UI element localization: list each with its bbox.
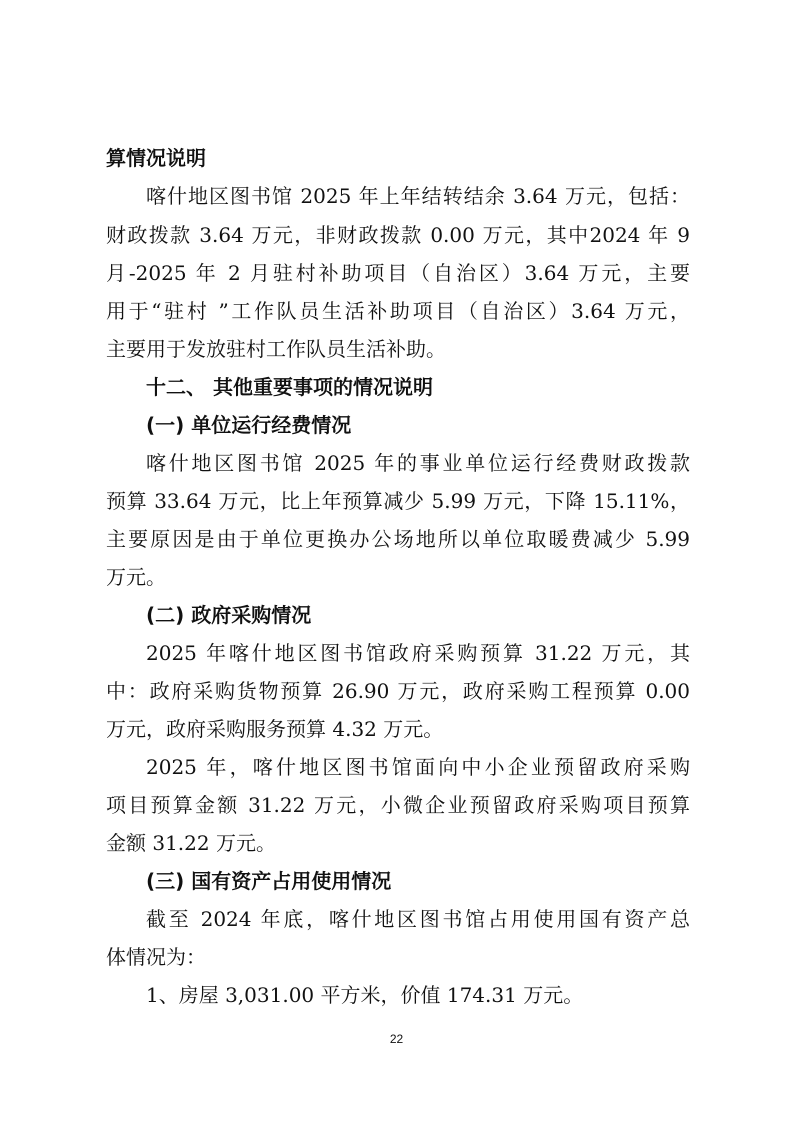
paragraph-line: 财政拨款 3.64 万元，非财政拨款 0.00 万元，其中2024 年 9 [106, 223, 690, 247]
paragraph-line: 喀什地区图书馆 2025 年上年结转结余 3.64 万元，包括： [146, 184, 690, 208]
paragraph-line: 万元，政府采购服务预算 4.32 万元。 [106, 717, 444, 741]
subsection-heading: (三) 国有资产占用使用情况 [146, 869, 392, 893]
paragraph-line: 主要原因是由于单位更换办公场地所以单位取暖费减少 5.99 [106, 527, 690, 551]
section-title-continuation: 算情况说明 [106, 146, 206, 170]
paragraph-line: 截至 2024 年底，喀什地区图书馆占用使用国有资产总 [146, 907, 690, 931]
paragraph-line: 主要用于发放驻村工作队员生活补助。 [106, 337, 446, 361]
paragraph-line: 中：政府采购货物预算 26.90 万元，政府采购工程预算 0.00 [106, 679, 690, 703]
subsection-heading: (一) 单位运行经费情况 [146, 413, 352, 437]
section-heading: 十二、 其他重要事项的情况说明 [146, 375, 433, 399]
paragraph-line: 体情况为： [106, 945, 206, 969]
paragraph-line: 月-2025 年 2 月驻村补助项目（自治区）3.64 万元，主要 [106, 261, 690, 285]
list-item: 1、房屋 3,031.00 平方米，价值 174.31 万元。 [146, 983, 584, 1007]
paragraph-line: 喀什地区图书馆 2025 年的事业单位运行经费财政拨款 [146, 451, 690, 475]
paragraph-line: 用于“驻村 ”工作队员生活补助项目（自治区）3.64 万元， [106, 299, 690, 323]
paragraph-line: 万元。 [106, 565, 166, 589]
subsection-heading: (二) 政府采购情况 [146, 603, 312, 627]
paragraph-line: 预算 33.64 万元，比上年预算减少 5.99 万元，下降 15.11%， [106, 489, 690, 513]
paragraph-line: 2025 年喀什地区图书馆政府采购预算 31.22 万元，其 [146, 641, 690, 665]
paragraph-line: 项目预算金额 31.22 万元，小微企业预留政府采购项目预算 [106, 793, 690, 817]
paragraph-line: 金额 31.22 万元。 [106, 831, 276, 855]
paragraph-line: 2025 年，喀什地区图书馆面向中小企业预留政府采购 [146, 755, 690, 779]
page-number: 22 [389, 1032, 404, 1046]
